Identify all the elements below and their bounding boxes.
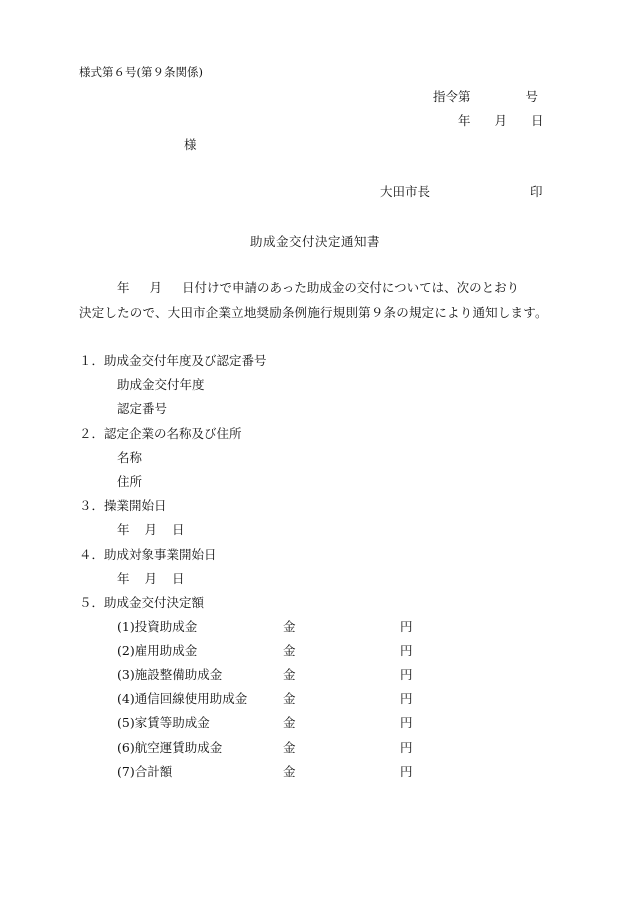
- section-2-item-name: 名称: [117, 450, 143, 465]
- document-title: 助成金交付決定通知書: [249, 234, 380, 249]
- issue-year: 年: [458, 113, 471, 128]
- form-number: 様式第６号(第９条関係): [79, 65, 203, 79]
- amount-label: (5)家賃等助成金: [117, 715, 210, 730]
- operation-start-date: [117, 524, 185, 537]
- amount-label: (4)通信回線使用助成金: [117, 691, 248, 706]
- section-heading-4: ４．助成対象事業開始日: [79, 547, 217, 562]
- issue-day: 日: [531, 113, 544, 128]
- date-day: 日: [172, 571, 185, 586]
- directive-number: [433, 91, 538, 104]
- amount-label: (6)航空運賃助成金: [117, 740, 223, 755]
- section-1-item-cert-number: 認定番号: [117, 401, 168, 416]
- kin-label: 金: [283, 643, 296, 658]
- kin-label: 金: [283, 764, 296, 779]
- kin-label: 金: [283, 740, 296, 755]
- section-2-item-address: 住所: [117, 474, 143, 489]
- date-month: 月: [144, 571, 158, 586]
- en-unit: 円: [400, 691, 413, 706]
- en-unit: 円: [400, 643, 413, 658]
- date-year: 年: [117, 522, 130, 537]
- body-year: 年: [117, 280, 130, 295]
- body-month: 月: [149, 280, 163, 295]
- section-1-item-grant-year: 助成金交付年度: [117, 377, 205, 392]
- amount-label: (2)雇用助成金: [117, 643, 198, 658]
- en-unit: 円: [400, 740, 413, 755]
- directive-prefix: 指令第: [433, 89, 471, 104]
- kin-label: 金: [283, 691, 296, 706]
- kin-label: 金: [283, 619, 296, 634]
- section-heading-3: ３．操業開始日: [79, 498, 167, 513]
- sender-name: 大田市長: [380, 184, 431, 199]
- date-year: 年: [117, 571, 130, 586]
- en-unit: 円: [400, 667, 413, 682]
- addressee-suffix: 様: [184, 137, 197, 152]
- en-unit: 円: [400, 619, 413, 634]
- amount-label: (3)施設整備助成金: [117, 667, 223, 682]
- kin-label: 金: [283, 667, 296, 682]
- en-unit: 円: [400, 715, 413, 730]
- issue-date: [458, 115, 544, 128]
- sender-line: [380, 186, 543, 199]
- amount-label: (7)合計額: [117, 764, 173, 779]
- body-line-2: 決定したので、大田市企業立地奨励条例施行規則第９条の規定により通知します。: [79, 305, 548, 320]
- section-heading-2: ２．認定企業の名称及び住所: [79, 426, 242, 441]
- en-unit: 円: [400, 764, 413, 779]
- body-line1-text: 日付けで申請のあった助成金の交付については、次のとおり: [182, 280, 520, 295]
- directive-suffix: 号: [525, 89, 539, 104]
- issue-month: 月: [494, 113, 508, 128]
- date-day: 日: [172, 522, 185, 537]
- date-month: 月: [144, 522, 158, 537]
- body-line-1: [117, 282, 557, 295]
- project-start-date: [117, 573, 185, 586]
- amount-label: (1)投資助成金: [117, 619, 198, 634]
- section-heading-1: １．助成金交付年度及び認定番号: [79, 353, 267, 368]
- seal-mark: 印: [530, 184, 543, 199]
- kin-label: 金: [283, 715, 296, 730]
- section-heading-5: ５．助成金交付決定額: [79, 595, 205, 610]
